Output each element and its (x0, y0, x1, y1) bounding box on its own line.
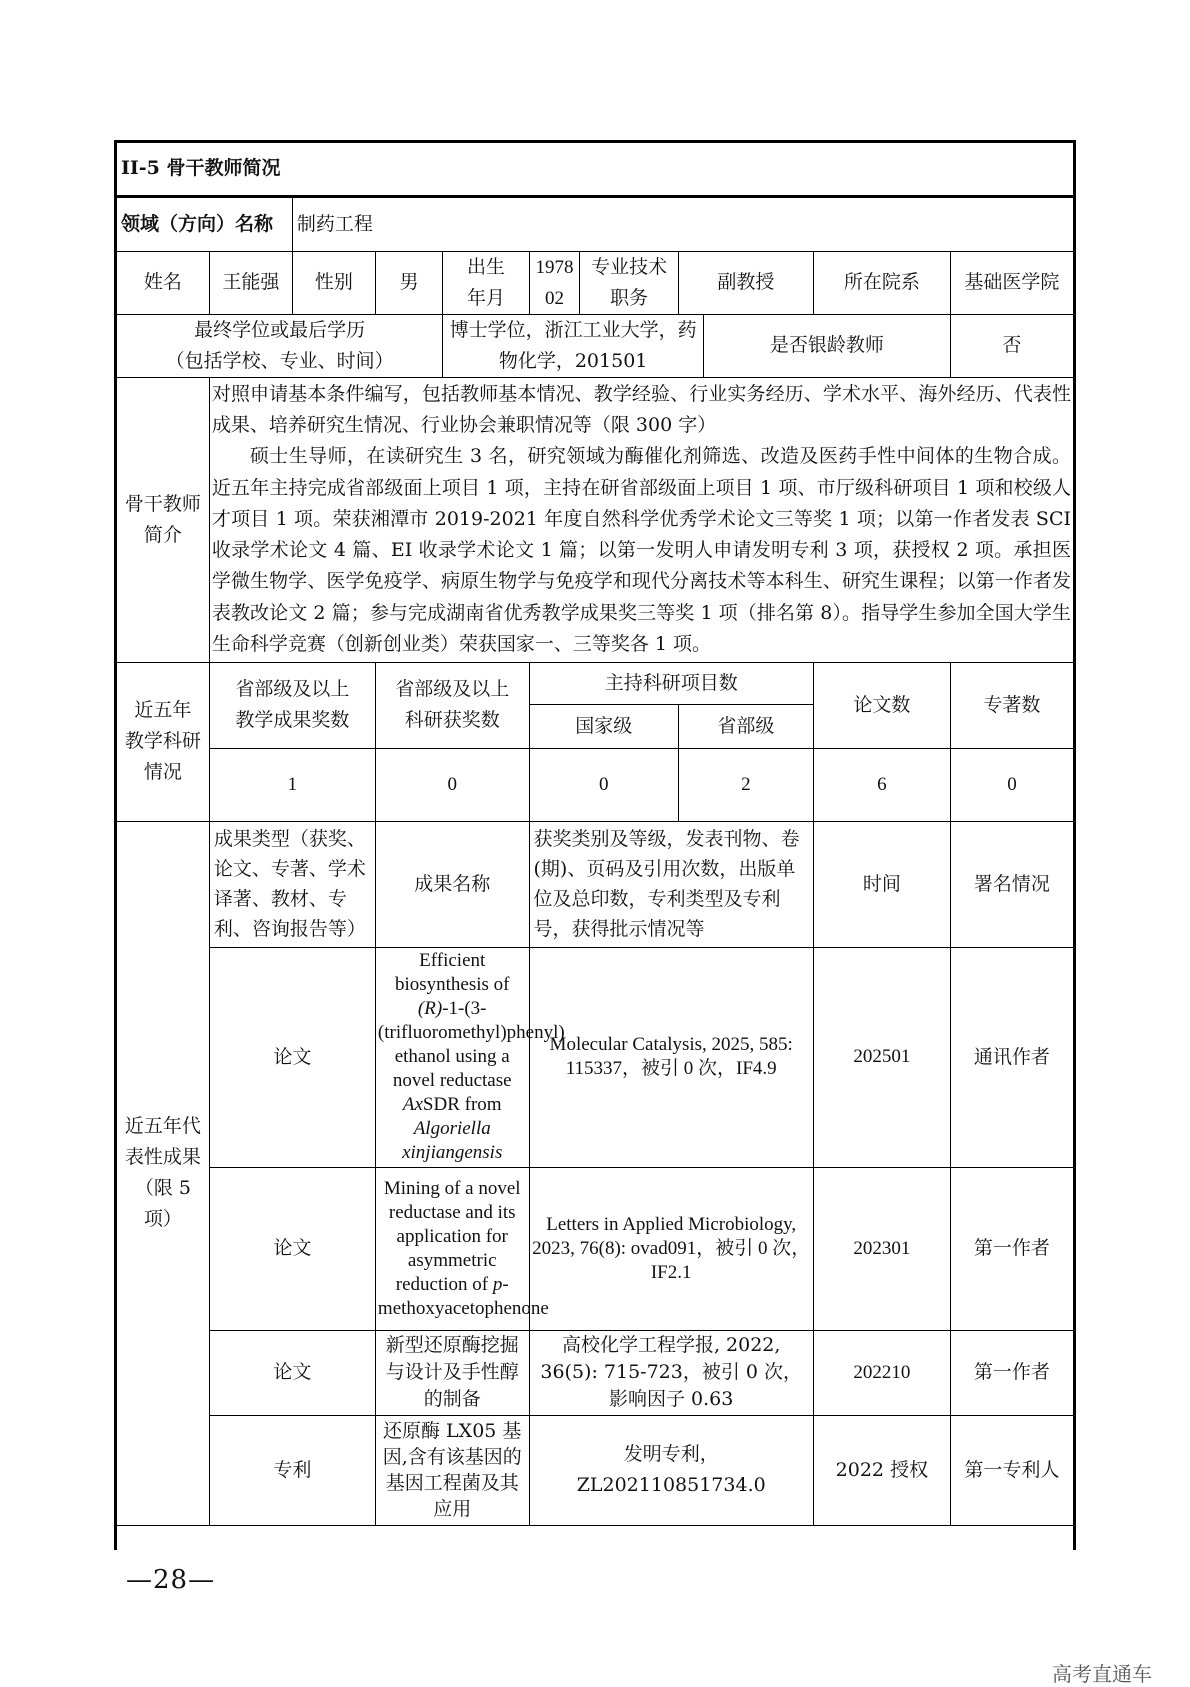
row-type: 论文 (209, 1330, 375, 1415)
title-label: 专业技术 职务 (580, 251, 679, 314)
row-type: 论文 (209, 947, 375, 1167)
row-detail: Letters in Applied Microbiology, 2023, 76(8): ovad091，被引 0 次，IF2.1 (529, 1167, 813, 1330)
header-name: 成果名称 (375, 821, 529, 947)
achievement-row (117, 947, 1073, 1167)
achievements-label: 近五年代 表性成果 （限 5 项） (117, 821, 209, 1525)
field-value: 制药工程 (292, 196, 1073, 251)
gender-label: 性别 (292, 251, 375, 314)
teaching-awards-label: 省部级及以上 教学成果奖数 (209, 662, 375, 748)
header-authorship: 署名情况 (950, 821, 1073, 947)
row-authorship: 第一作者 (950, 1167, 1073, 1330)
row-name: Efficient biosynthesis of (R)-1-(3-(trifluoromethyl)phenyl) ethanol using a novel reductase AxSDR from Algoriella xinjiangensis (375, 947, 529, 1167)
row-detail: Molecular Catalysis, 2025, 585: 115337，被引 0 次，IF4.9 (529, 947, 813, 1167)
silver-label: 是否银龄教师 (703, 314, 950, 377)
birth-label: 出生 年月 (443, 251, 529, 314)
title-value: 副教授 (678, 251, 813, 314)
page-number: —28— (126, 1565, 216, 1595)
silver-value: 否 (950, 314, 1073, 377)
row-name: 还原酶 LX05 基因,含有该基因的基因工程菌及其应用 (375, 1415, 529, 1525)
stats-label: 近五年 教学科研 情况 (117, 662, 209, 821)
header-time: 时间 (813, 821, 950, 947)
intro-cell (209, 377, 1073, 662)
research-awards-label: 省部级及以上 科研获奖数 (375, 662, 529, 748)
intro-body: 硕士生导师，在读研究生 3 名，研究领域为酶催化剂筛选、改造及医药手性中间体的生物合成。近五年主持完成省部级面上项目 1 项，主持在研省部级面上项目 1 项、市厅级科研项目 1 项和校级人才项目 1 项。荣获湘潭市 2019-2021 年度自然科学优秀学术论文三等奖 1 项；以第一作者发表 SCI 收录学术论文 4 篇、EI 收录学术论文 1 篇；以第一发明人申请发明专利 3 项，获授权 2 项。承担医学微生物学、医学免疫学、病原生物学与免疫学和现代分离技术等本科生、研究生课程；以第一作者发表教改论文 2 篇；参与完成湖南省优秀教学成果奖三等奖 1 项（排名第 8）。指导学生参加全国大学生生命科学竞赛（创新创业类）荣获国家一、三等奖各 1 项。 (211, 445, 1071, 655)
papers-label: 论文数 (813, 662, 950, 748)
field-label: 领域（方向）名称 (117, 196, 292, 251)
intro-instruction: 对照申请基本条件编写，包括教师基本情况、教学经验、行业实务经历、学术水平、海外经历、代表性成果、培养研究生情况、行业协会兼职情况等（限 300 字） (211, 383, 1071, 437)
row-time: 202501 (813, 947, 950, 1167)
books-value: 0 (950, 748, 1073, 821)
achievement-row (117, 1415, 1073, 1525)
section-title: II-5 骨干教师简况 (117, 143, 1073, 196)
achievement-row (117, 1330, 1073, 1415)
degree-label: 最终学位或最后学历 （包括学校、专业、时间） (117, 314, 443, 377)
intro-label: 骨干教师 简介 (117, 377, 209, 662)
dept-label: 所在院系 (813, 251, 950, 314)
row-time: 202301 (813, 1167, 950, 1330)
projects-label: 主持科研项目数 (529, 662, 813, 704)
row-time: 202210 (813, 1330, 950, 1415)
gender-value: 男 (375, 251, 442, 314)
row-detail: 高校化学工程学报, 2022, 36(5): 715-723，被引 0 次，影响因子 0.63 (529, 1330, 813, 1415)
row-authorship: 第一专利人 (950, 1415, 1073, 1525)
watermark-text: 高考直通车 (1052, 1662, 1152, 1686)
national-label: 国家级 (529, 704, 678, 748)
row-type: 专利 (209, 1415, 375, 1525)
header-detail: 获奖类别及等级，发表刊物、卷(期)、页码及引用次数，出版单位及总印数，专利类型及专利号，获得批示情况等 (529, 821, 813, 947)
row-authorship: 通讯作者 (950, 947, 1073, 1167)
books-label: 专著数 (950, 662, 1073, 748)
provincial-label: 省部级 (678, 704, 813, 748)
birth-value: 1978 02 (529, 251, 580, 314)
dept-value: 基础医学院 (950, 251, 1073, 314)
row-detail: 发明专利，ZL202110851734.0 (529, 1415, 813, 1525)
degree-value: 博士学位，浙江工业大学，药物化学，201501 (443, 314, 703, 377)
national-value: 0 (529, 748, 678, 821)
achievement-row (117, 1167, 1073, 1330)
row-type: 论文 (209, 1167, 375, 1330)
teacher-profile-document (114, 140, 1076, 1550)
row-name: Mining of a novel reductase and its application for asymmetric reduction of p-methoxyacetophenone (375, 1167, 529, 1330)
name-label: 姓名 (117, 251, 209, 314)
row-name: 新型还原酶挖掘与设计及手性醇的制备 (375, 1330, 529, 1415)
teaching-awards-value: 1 (209, 748, 375, 821)
research-awards-value: 0 (375, 748, 529, 821)
profile-table (117, 143, 1073, 1526)
header-type: 成果类型（获奖、论文、专著、学术译著、教材、专利、咨询报告等） (209, 821, 375, 947)
name-value: 王能强 (209, 251, 292, 314)
row-authorship: 第一作者 (950, 1330, 1073, 1415)
papers-value: 6 (813, 748, 950, 821)
provincial-value: 2 (678, 748, 813, 821)
row-time: 2022 授权 (813, 1415, 950, 1525)
